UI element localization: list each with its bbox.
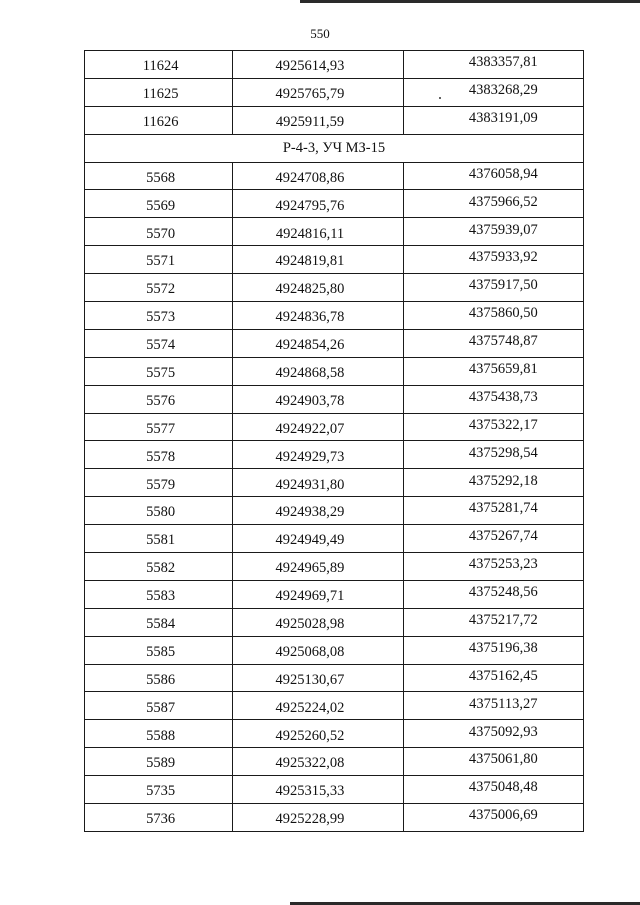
y-coordinate-value: 4375933,92: [468, 249, 538, 266]
point-number-value: 5578: [146, 448, 176, 465]
table-row: [85, 664, 584, 692]
y-coordinate-value: 4375267,74: [468, 528, 538, 545]
x-coordinate-value: 4925260,52: [275, 727, 345, 744]
point-number-value: 5574: [146, 337, 176, 354]
table-row: [85, 608, 584, 636]
y-coordinate-cell: [403, 218, 583, 246]
point-number-value: 5573: [146, 309, 176, 326]
y-coordinate-cell: [403, 469, 583, 497]
y-coordinate-value: 4375322,17: [468, 416, 538, 433]
y-coordinate-value: 4375061,80: [468, 751, 538, 768]
y-coordinate-value: 4375438,73: [468, 388, 538, 405]
x-coordinate-value: 4924854,26: [275, 337, 345, 354]
point-number-value: 5580: [146, 504, 176, 521]
point-number-value: 5585: [146, 643, 176, 660]
point-number-cell: [85, 580, 233, 608]
table-row: [85, 441, 584, 469]
y-coordinate-value: 4375917,50: [468, 277, 538, 294]
point-number-value: 11625: [142, 86, 179, 103]
table-row: [85, 78, 584, 106]
table-row: [85, 553, 584, 581]
x-coordinate-cell: [233, 748, 403, 776]
point-number-value: 5577: [146, 420, 176, 437]
point-number-cell: [85, 804, 233, 832]
table-row: [85, 385, 584, 413]
y-coordinate-value: 4375048,48: [468, 779, 538, 796]
point-number-value: 5584: [146, 616, 176, 632]
point-number-cell: [85, 302, 233, 330]
scan-edge-top: [300, 0, 640, 3]
point-number-cell: [85, 720, 233, 748]
x-coordinate-value: 4925614,93: [275, 58, 345, 75]
x-coordinate-value: 4924825,80: [275, 281, 345, 298]
y-coordinate-value: 4375006,69: [468, 807, 538, 824]
point-number-value: 11624: [142, 58, 179, 75]
x-coordinate-cell: [233, 553, 403, 581]
x-coordinate-value: 4924938,29: [275, 504, 345, 521]
y-coordinate-cell: [403, 553, 583, 581]
y-coordinate-cell: [403, 329, 583, 357]
section-title-cell: [85, 134, 584, 162]
x-coordinate-value: 4924969,71: [275, 588, 345, 605]
x-coordinate-cell: [233, 804, 403, 832]
y-coordinate-cell: [403, 525, 583, 553]
point-number-value: 5735: [146, 783, 176, 800]
y-coordinate-value: 4375292,18: [468, 472, 538, 489]
y-coordinate-cell: [403, 190, 583, 218]
table-row: [85, 106, 584, 134]
point-number-value: 5569: [146, 197, 176, 214]
point-number-value: 5576: [146, 392, 176, 409]
table-row: [85, 413, 584, 441]
y-coordinate-cell: [403, 580, 583, 608]
y-coordinate-cell: [403, 720, 583, 748]
table-row: [85, 580, 584, 608]
y-coordinate-cell: [403, 748, 583, 776]
point-number-value: 5575: [146, 364, 176, 381]
y-coordinate-value: 4383357,81: [468, 54, 538, 71]
y-coordinate-value: 4375217,72: [468, 612, 538, 628]
x-coordinate-value: 4924708,86: [275, 169, 345, 186]
point-number-cell: [85, 218, 233, 246]
y-coordinate-cell: [403, 274, 583, 302]
x-coordinate-cell: [233, 664, 403, 692]
point-number-value: 5586: [146, 671, 176, 688]
point-number-value: 5588: [146, 727, 176, 744]
point-number-cell: [85, 51, 233, 79]
point-number-cell: [85, 497, 233, 525]
y-coordinate-cell: [403, 664, 583, 692]
x-coordinate-cell: [233, 469, 403, 497]
x-coordinate-cell: [233, 720, 403, 748]
x-coordinate-cell: [233, 302, 403, 330]
point-number-cell: [85, 469, 233, 497]
x-coordinate-cell: [233, 413, 403, 441]
point-number-cell: [85, 78, 233, 106]
x-coordinate-cell: [233, 357, 403, 385]
table-row: [85, 190, 584, 218]
table-row: [85, 274, 584, 302]
y-coordinate-value: 4375966,52: [468, 193, 538, 210]
point-number-value: 5570: [146, 225, 176, 242]
point-number-value: 5571: [146, 253, 176, 270]
y-coordinate-cell: [403, 106, 583, 134]
point-number-cell: [85, 608, 233, 636]
x-coordinate-value: 4925224,02: [275, 699, 345, 716]
scan-speck: [439, 97, 441, 99]
x-coordinate-value: 4925911,59: [275, 113, 345, 130]
x-coordinate-cell: [233, 441, 403, 469]
point-number-value: 5572: [146, 281, 176, 298]
y-coordinate-cell: [403, 51, 583, 79]
x-coordinate-value: 4924795,76: [275, 197, 345, 214]
table-row: [85, 246, 584, 274]
y-coordinate-cell: [403, 608, 583, 636]
point-number-cell: [85, 664, 233, 692]
point-number-value: 5589: [146, 755, 176, 772]
x-coordinate-value: 4924965,89: [275, 560, 345, 577]
point-number-cell: [85, 106, 233, 134]
x-coordinate-value: 4925765,79: [275, 86, 345, 103]
table-row: [85, 329, 584, 357]
x-coordinate-cell: [233, 636, 403, 664]
y-coordinate-cell: [403, 162, 583, 190]
x-coordinate-value: 4925068,08: [275, 643, 345, 660]
point-number-cell: [85, 162, 233, 190]
x-coordinate-value: 4925228,99: [275, 811, 345, 828]
y-coordinate-cell: [403, 441, 583, 469]
x-coordinate-value: 4925130,67: [275, 671, 345, 688]
y-coordinate-value: 4375092,93: [468, 723, 538, 740]
table-row: [85, 497, 584, 525]
y-coordinate-cell: [403, 636, 583, 664]
x-coordinate-value: 4924819,81: [275, 253, 345, 270]
x-coordinate-value: 4924949,49: [275, 532, 345, 549]
point-number-cell: [85, 441, 233, 469]
point-number-cell: [85, 636, 233, 664]
y-coordinate-value: 4375939,07: [468, 221, 538, 238]
x-coordinate-cell: [233, 162, 403, 190]
y-coordinate-cell: [403, 776, 583, 804]
coordinate-table: [84, 50, 584, 832]
y-coordinate-value: 4375162,45: [468, 667, 538, 684]
table-row: [85, 469, 584, 497]
y-coordinate-cell: [403, 413, 583, 441]
y-coordinate-value: 4375748,87: [468, 333, 538, 350]
point-number-value: 5583: [146, 588, 176, 605]
point-number-value: 5582: [146, 560, 176, 577]
table-body: [85, 51, 584, 832]
point-number-cell: [85, 776, 233, 804]
table-row: [85, 748, 584, 776]
x-coordinate-cell: [233, 78, 403, 106]
x-coordinate-cell: [233, 608, 403, 636]
table-row: [85, 302, 584, 330]
x-coordinate-value: 4925315,33: [275, 783, 345, 800]
x-coordinate-value: 4925322,08: [275, 755, 345, 772]
y-coordinate-value: 4375860,50: [468, 305, 538, 322]
x-coordinate-cell: [233, 106, 403, 134]
section-header-row: [85, 134, 584, 162]
point-number-cell: [85, 748, 233, 776]
point-number-value: 5581: [146, 532, 176, 549]
point-number-cell: [85, 190, 233, 218]
x-coordinate-cell: [233, 692, 403, 720]
point-number-cell: [85, 385, 233, 413]
y-coordinate-cell: [403, 692, 583, 720]
y-coordinate-value: 4375196,38: [468, 639, 538, 656]
y-coordinate-value: 4375298,54: [468, 444, 538, 461]
y-coordinate-cell: [403, 78, 583, 106]
x-coordinate-value: 4924929,73: [275, 448, 345, 465]
point-number-cell: [85, 692, 233, 720]
y-coordinate-cell: [403, 804, 583, 832]
y-coordinate-value: 4375248,56: [468, 584, 538, 601]
y-coordinate-cell: [403, 497, 583, 525]
x-coordinate-cell: [233, 497, 403, 525]
x-coordinate-cell: [233, 190, 403, 218]
y-coordinate-value: 4375281,74: [468, 500, 538, 517]
page-number: 550: [310, 26, 330, 41]
point-number-cell: [85, 413, 233, 441]
table-row: [85, 804, 584, 832]
x-coordinate-cell: [233, 218, 403, 246]
point-number-cell: [85, 246, 233, 274]
table-row: [85, 218, 584, 246]
y-coordinate-value: 4375253,23: [468, 556, 538, 573]
table-row: [85, 51, 584, 79]
table-row: [85, 162, 584, 190]
x-coordinate-value: 4924922,07: [275, 420, 345, 437]
y-coordinate-cell: [403, 302, 583, 330]
y-coordinate-value: 4375659,81: [468, 360, 538, 377]
x-coordinate-value: 4925028,98: [275, 616, 345, 632]
x-coordinate-cell: [233, 525, 403, 553]
x-coordinate-value: 4924836,78: [275, 309, 345, 326]
x-coordinate-cell: [233, 580, 403, 608]
y-coordinate-value: 4383268,29: [468, 82, 538, 99]
y-coordinate-cell: [403, 357, 583, 385]
point-number-value: 5736: [146, 811, 176, 828]
section-title: Р-4-3, УЧ МЗ-15: [282, 139, 386, 156]
x-coordinate-cell: [233, 329, 403, 357]
x-coordinate-value: 4924868,58: [275, 364, 345, 381]
x-coordinate-cell: [233, 51, 403, 79]
table-row: [85, 720, 584, 748]
point-number-value: 5587: [146, 699, 176, 716]
x-coordinate-value: 4924903,78: [275, 392, 345, 409]
point-number-cell: [85, 329, 233, 357]
point-number-value: 5568: [146, 169, 176, 186]
y-coordinate-value: 4383191,09: [468, 109, 538, 126]
point-number-cell: [85, 525, 233, 553]
table-row: [85, 636, 584, 664]
point-number-cell: [85, 553, 233, 581]
point-number-cell: [85, 274, 233, 302]
x-coordinate-value: 4924816,11: [275, 225, 345, 242]
x-coordinate-cell: [233, 274, 403, 302]
table-row: [85, 692, 584, 720]
point-number-value: 11626: [142, 113, 179, 130]
y-coordinate-cell: [403, 246, 583, 274]
y-coordinate-value: 4376058,94: [468, 165, 538, 182]
x-coordinate-cell: [233, 385, 403, 413]
point-number-value: 5579: [146, 476, 176, 493]
table-row: [85, 525, 584, 553]
point-number-cell: [85, 357, 233, 385]
table-row: [85, 776, 584, 804]
x-coordinate-cell: [233, 246, 403, 274]
y-coordinate-value: 4375113,27: [469, 695, 538, 712]
x-coordinate-value: 4924931,80: [275, 476, 345, 493]
y-coordinate-cell: [403, 385, 583, 413]
table-row: [85, 357, 584, 385]
x-coordinate-cell: [233, 776, 403, 804]
